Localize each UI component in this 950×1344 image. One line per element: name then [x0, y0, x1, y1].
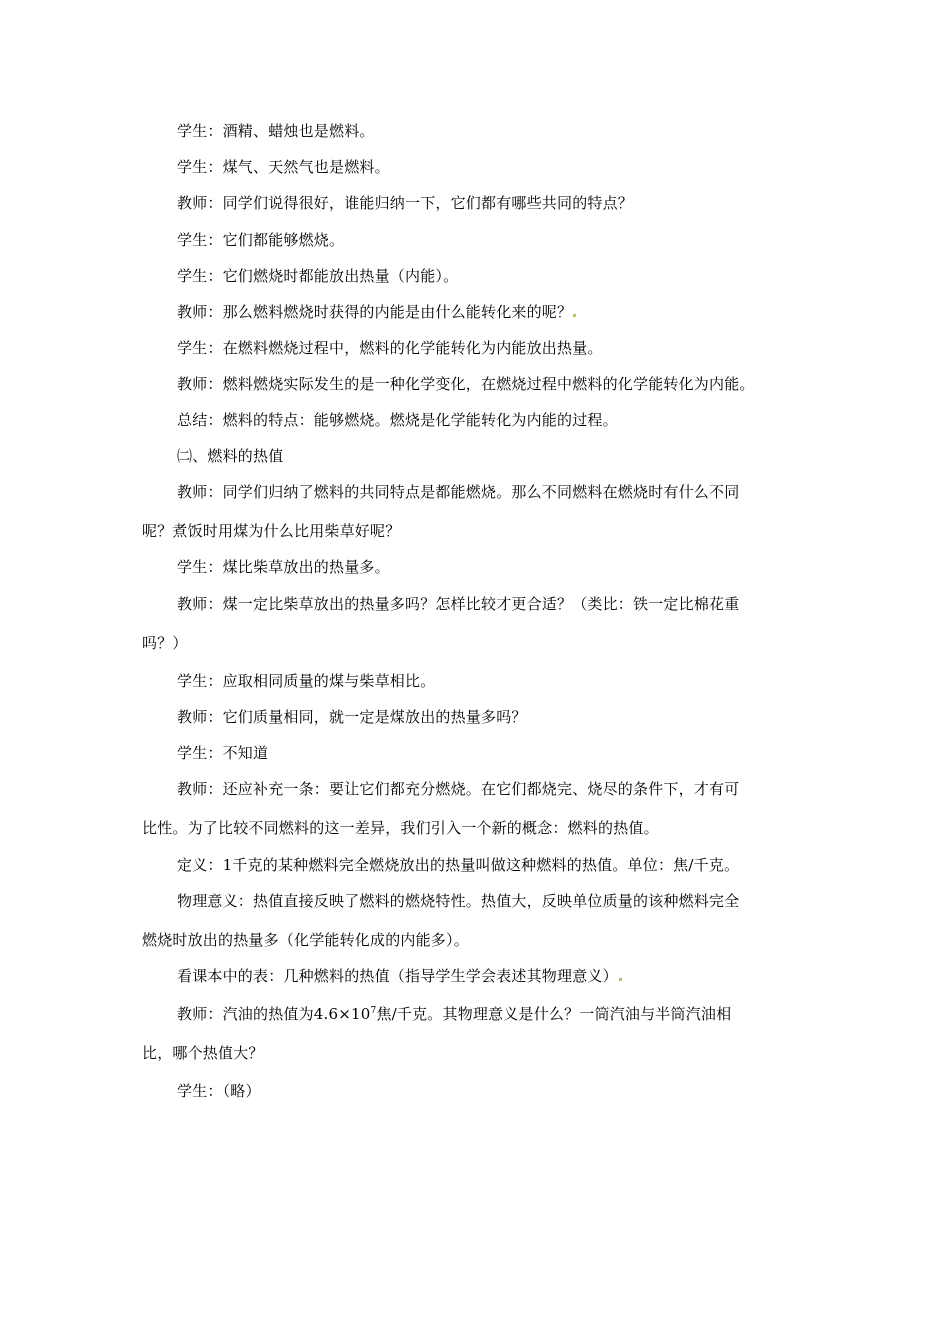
- paragraph-line: 学生：应取相同质量的煤与柴草相比。: [177, 672, 436, 690]
- line-text: 教师：那么燃料燃烧时获得的内能是由什么能转化来的呢？: [177, 303, 573, 321]
- section-heading: ㈡、燃料的热值: [177, 447, 284, 465]
- paragraph-line: 教师：还应补充一条：要让它们都充分燃烧。在它们都烧完、烧尽的条件下，才有可: [177, 780, 740, 798]
- paragraph-line: 教师：同学们说得很好，谁能归纳一下，它们都有哪些共同的特点？: [177, 194, 634, 212]
- paragraph-line: 教师：燃料燃烧实际发生的是一种化学变化，在燃烧过程中燃料的化学能转化为内能。: [177, 375, 755, 393]
- paragraph-line: 学生：不知道: [177, 744, 269, 762]
- paragraph-line: 总结：燃料的特点：能够燃烧。燃烧是化学能转化为内能的过程。: [177, 411, 618, 429]
- line-text: 看课本中的表：几种燃料的热值（指导学生学会表述其物理意义）: [177, 967, 618, 985]
- mark-dot: [573, 314, 576, 317]
- paragraph-line: 教师：它们质量相同，就一定是煤放出的热量多吗？: [177, 708, 527, 726]
- paragraph-line: [177, 302, 577, 322]
- paragraph-line: [177, 966, 623, 986]
- paragraph-continuation: 呢？煮饭时用煤为什么比用柴草好呢？: [142, 522, 401, 540]
- heat-value-before: 教师：汽油的热值为4.6×10: [177, 1005, 371, 1023]
- mark-dot: [619, 978, 622, 981]
- paragraph-line: 学生：煤气、天然气也是燃料。: [177, 158, 390, 176]
- paragraph-continuation: 吗？）: [142, 634, 188, 652]
- paragraph-line: 学生：它们燃烧时都能放出热量（内能）。: [177, 267, 459, 285]
- paragraph-line: 教师：同学们归纳了燃料的共同特点是都能燃烧。那么不同燃料在燃烧时有什么不同: [177, 483, 740, 501]
- paragraph-line: 学生：在燃料燃烧过程中，燃料的化学能转化为内能放出热量。: [177, 339, 603, 357]
- paragraph-line: 学生：煤比柴草放出的热量多。: [177, 558, 390, 576]
- paragraph-line: 物理意义：热值直接反映了燃料的燃烧特性。热值大，反映单位质量的该种燃料完全: [177, 892, 740, 910]
- paragraph-continuation: 燃烧时放出的热量多（化学能转化成的内能多）。: [142, 931, 469, 949]
- paragraph-line: 定义：1千克的某种燃料完全燃烧放出的热量叫做这种燃料的热值。单位：焦/千克。: [177, 856, 740, 874]
- paragraph-continuation: 比，哪个热值大？: [142, 1044, 264, 1062]
- heat-value-exponent: 7: [370, 1006, 377, 1016]
- paragraph-line: 教师：煤一定比柴草放出的热量多吗？怎样比较才更合适？（类比：铁一定比棉花重: [177, 595, 740, 613]
- paragraph-line: 学生：（略）: [177, 1082, 261, 1100]
- paragraph-line: 学生：它们都能够燃烧。: [177, 231, 345, 249]
- paragraph-continuation: 比性。为了比较不同燃料的这一差异，我们引入一个新的概念：燃料的热值。: [142, 819, 659, 837]
- heat-value-after: 焦/千克。其物理意义是什么？一筒汽油与半筒汽油相: [376, 1005, 732, 1023]
- paragraph-line: 学生：酒精、蜡烛也是燃料。: [177, 122, 375, 140]
- paragraph-line: [177, 1004, 731, 1024]
